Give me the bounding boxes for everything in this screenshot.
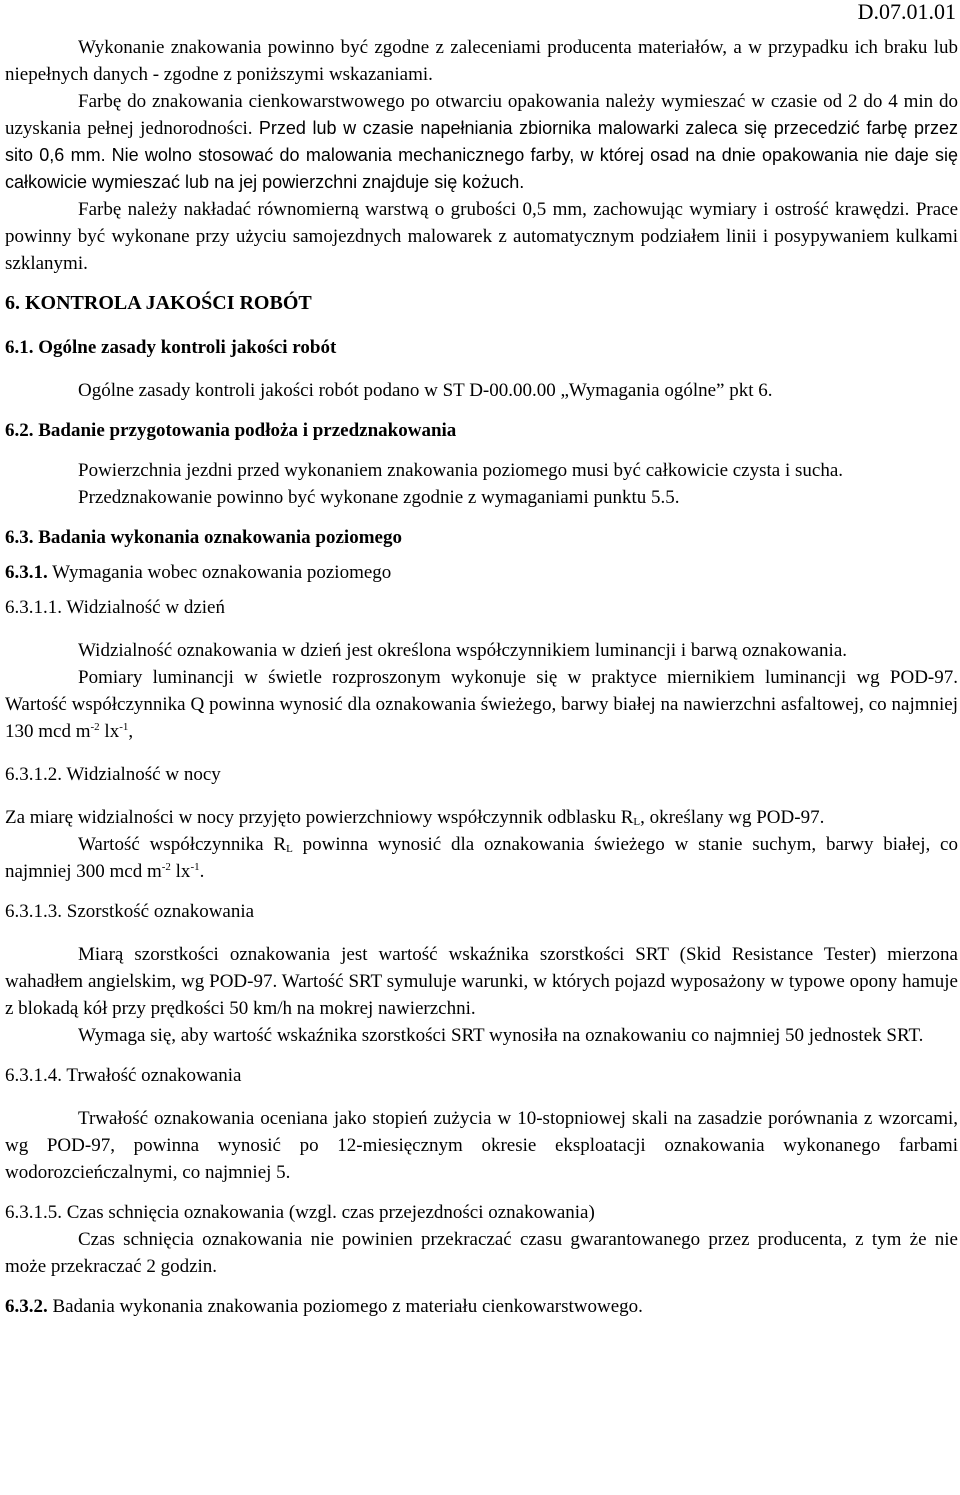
section-6-3-1-1-paragraph-2: Pomiary luminancji w świetle rozproszonym wykonuje się w praktyce miernikiem luminancji wg POD-97. Wartość współczynnika Q powinna wynosić dla oznakowania świeżego, barwy białej na nawierzchni asfaltowej, co najmniej 130 mcd $m^{-2}$ $lx^{-1}$, (5, 667, 958, 742)
intro-sentence-sediment: Nie wolno stosować do malowania mechanicznego farby, w której osad na dnie opakowania nie daje się całkowicie wymieszać lub na jej powierzchni znajduje się kożuch. (5, 145, 958, 192)
section-6-3-1-3-paragraph-1: Miarą szorstkości oznakowania jest wartość wskaźnika szorstkości SRT (Skid Resistance Tester) mierzona wahadłem angielskim, wg POD-97. Wartość SRT symuluje warunki, w których pojazd wyposażony w typowe opony hamuje z blokadą kół przy prędkości 50 km/h na mokrej nawierzchni. (5, 944, 958, 1019)
section-6-3-1-4-paragraph-1: Trwałość oznakowania oceniana jako stopień zużycia w 10-stopniowej skali na zasadzie porównania z wzorcami, wg POD-97, powinna wynosić po 12-miesięcznym okresie eksploatacji oznakowania wykonanego farbami wodorozcieńczalnymi, co najmniej 5. (5, 1108, 958, 1183)
intro-paragraph-2 (5, 88, 958, 196)
intro-sentence-machines: Prace powinny być wykonane przy użyciu samojezdnych malowarek z automatycznym podziałem linii i posypywaniem kulkami szklanymi. (5, 199, 959, 274)
section-6-3-2-title: Badania wykonania znakowania poziomego z materiału cienkowarstwowego. (47, 1296, 643, 1317)
section-6-3-1-4-heading: 6.3.1.4. Trwałość oznakowania (5, 1065, 242, 1086)
section-6-3-2-number: 6.3.2. (5, 1296, 48, 1317)
section-6-3-heading: 6.3. Badania wykonania oznakowania poziomego (5, 527, 402, 548)
section-6-2-paragraph-2: Przedznakowanie powinno być wykonane zgodnie z wymaganiami punktu 5.5. (78, 487, 680, 508)
section-6-1-text: Ogólne zasady kontroli jakości robót podano w ST D-00.00.00 „Wymagania ogólne” pkt 6. (78, 380, 773, 401)
section-6-2-heading: 6.2. Badanie przygotowania podłoża i przedznakowania (5, 420, 457, 441)
section-6-3-1-5-heading: 6.3.1.5. Czas schnięcia oznakowania (wzgl. czas przejezdności oznakowania) (5, 1202, 595, 1223)
section-6-3-1-2-paragraph-2: Wartość współczynnika $R_L$ powinna wynosić dla oznakowania świeżego w stanie suchym, barwy białej, co najmniej 300 mcd $m^{-2}$ $lx^{-1}$. (5, 834, 958, 882)
section-6-3-1-2-paragraph-1: Za miarę widzialności w nocy przyjęto powierzchniowy współczynnik odblasku $R_L$, określany wg POD-97. (5, 807, 825, 828)
section-6-3-1-title: Wymagania wobec oznakowania poziomego (47, 562, 392, 583)
section-6-3-1-3-paragraph-2: Wymaga się, aby wartość wskaźnika szorstkości SRT wynosiła na oznakowaniu co najmniej 50 jednostek SRT. (78, 1025, 924, 1046)
section-6-3-1-5-paragraph-1: Czas schnięcia oznakowania nie powinien przekraczać czasu gwarantowanego przez producenta, z tym że nie może przekraczać 2 godzin. (5, 1229, 958, 1277)
section-6-3-1-1-heading: 6.3.1.1. Widzialność w dzień (5, 597, 225, 618)
document-code: D.07.01.01 (857, 0, 956, 24)
document-body (5, 34, 958, 1320)
section-6-heading: 6. KONTROLA JAKOŚCI ROBÓT (5, 292, 312, 314)
section-6-3-1-1-paragraph-1: Widzialność oznakowania w dzień jest określona współczynnikiem luminancji i barwą oznakowania. (78, 640, 848, 661)
intro-paragraph-3 (5, 196, 958, 277)
intro-sentence-mixing: Farbę do znakowania cienkowarstwowego po otwarciu opakowania należy wymieszać w czasie od 2 do 4 min do uzyskania pełnej jednorodności. (5, 91, 958, 139)
section-6-3-2-heading (5, 1293, 958, 1320)
section-6-3-1-heading (5, 559, 958, 586)
section-6-3-1-number: 6.3.1. (5, 562, 48, 583)
intro-sentence-straining: Przed lub w czasie napełniania zbiornika malowarki zaleca się przecedzić farbę przez sito 0,6 mm. (5, 118, 959, 165)
section-6-2-paragraph-1: Powierzchnia jezdni przed wykonaniem znakowania poziomego musi być całkowicie czysta i sucha. (78, 460, 844, 481)
intro-paragraph-1: Wykonanie znakowania powinno być zgodne z zaleceniami producenta materiałów, a w przypadku ich braku lub niepełnych danych - zgodne z poniższymi wskazaniami. (5, 37, 958, 85)
intro-sentence-layer: Farbę należy nakładać równomierną warstwą o grubości 0,5 mm, zachowując wymiary i ostrość krawędzi. (78, 199, 910, 220)
section-6-3-1-3-heading: 6.3.1.3. Szorstkość oznakowania (5, 901, 255, 922)
section-6-1-heading: 6.1. Ogólne zasady kontroli jakości robót (5, 337, 337, 358)
section-6-3-1-2-heading: 6.3.1.2. Widzialność w nocy (5, 764, 221, 785)
